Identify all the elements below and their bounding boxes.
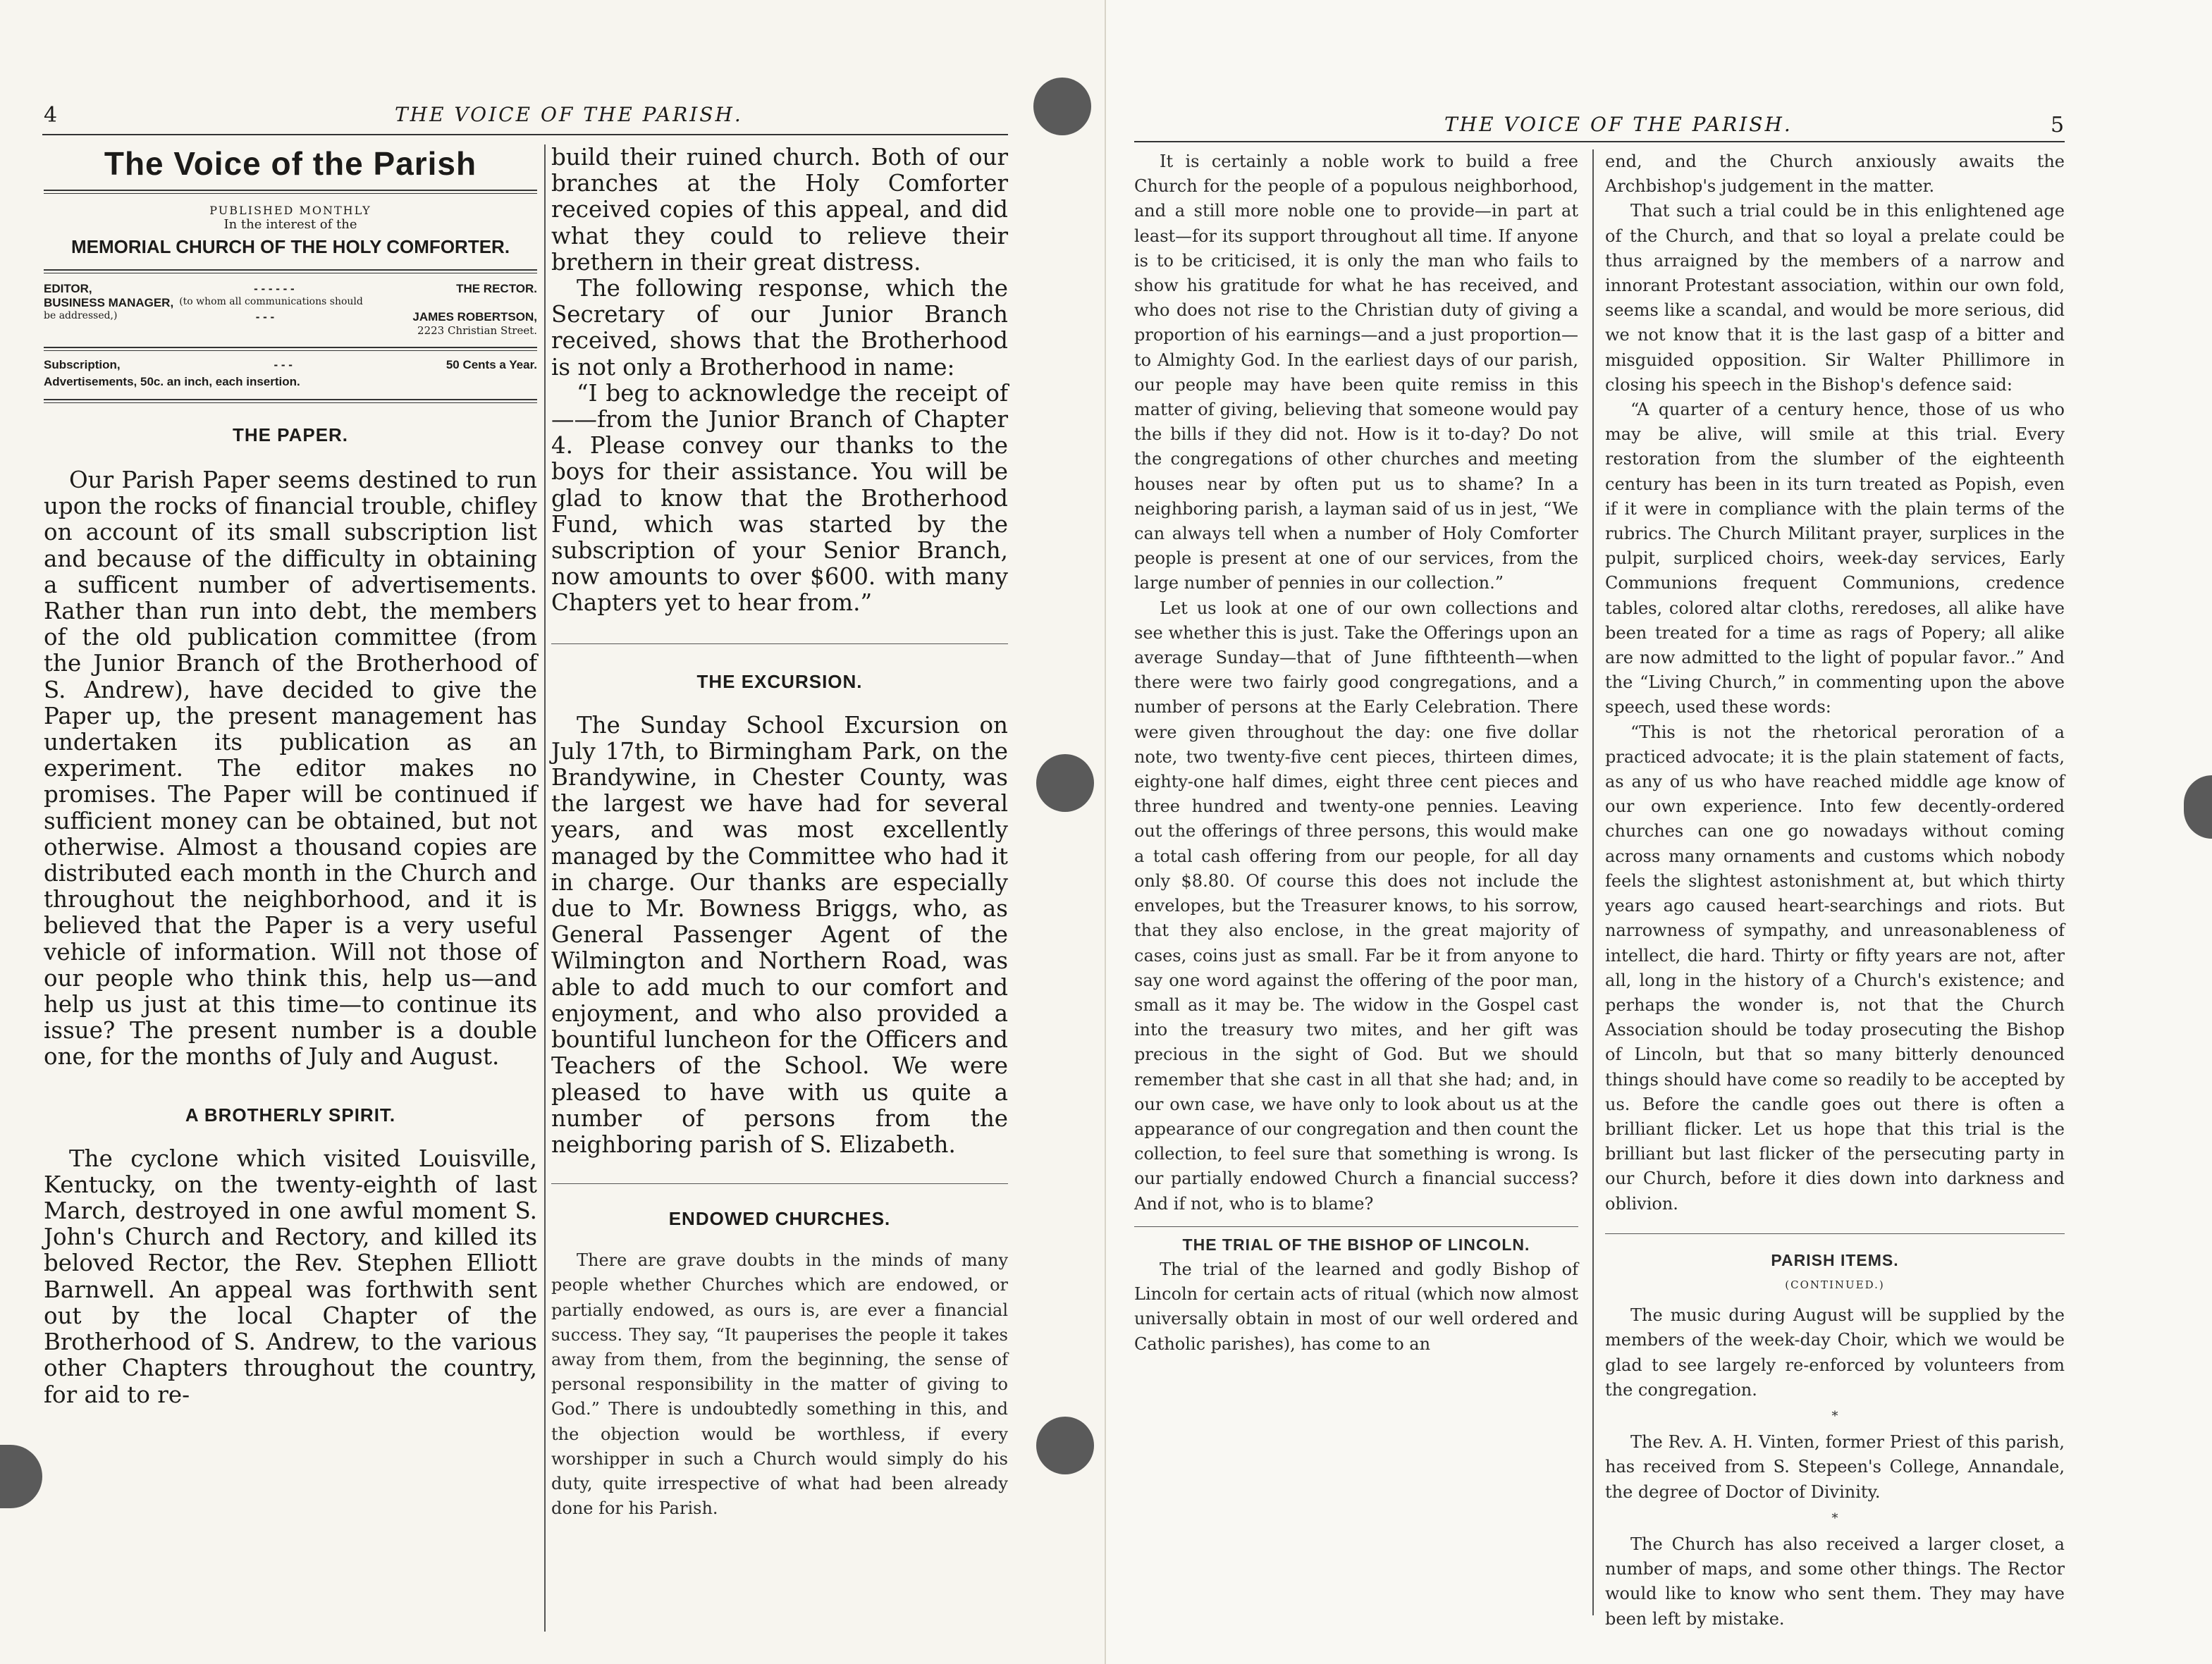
divider-parish-items: [1605, 1233, 2065, 1234]
article-excursion: [551, 713, 1008, 1158]
column-divider-right: [1592, 149, 1594, 1615]
endowed-continuation-p1: It is certainly a noble work to build a free Church for the people of a populous neighborhood, and a still more noble one to provide—in part at least—for its support throughout all time. If anyone is to be criticised, it is only the man who fails to show his gratitude for what he has received, and who does not rise to the Christian duty of giving a proportion of his earnings—and a just proportion—to Almighty God. In the earliest days of our parish, our people may have been quite remiss in this matter of giving, believing that someone would pay the bills if they did not. How is it to-day? Do not the congregations of other churches and meeting houses near by often put us to shame? In a neighboring parish, a layman said of us in jest, “We can always tell when a number of Holy Comforter people is present at one of our services, from the large number of pennies in our collection.”: [1134, 152, 1578, 593]
editor-label: EDITOR,: [44, 282, 92, 295]
parish-item-vinten: The Rev. A. H. Vinten, former Priest of this parish, has received from S. Stepeen's College, Annandale, the degree of Doctor of Divinity.: [1605, 1432, 2065, 1502]
right-column-2: [1605, 149, 2065, 1632]
right-page: [1106, 0, 2212, 1664]
top-rule-right: [1134, 141, 2065, 142]
heading-parish-items: PARISH ITEMS.: [1771, 1250, 1899, 1269]
punch-hole-bottom-left-page: [1036, 1417, 1094, 1474]
item-separator-1: *: [1831, 1408, 1838, 1424]
endowed-continuation-p2: Let us look at one of our own collections and see whether this is just. Take the Offerings upon an average Sunday—that of June fifthteenth—when there were two fairly good congregations, and a number of persons at the Early Celebration. There were given throughout the day: one five dollar note, two twenty-five cent pieces, thirteen dimes, eighty-one half dimes, eight three cent pieces and three hundred and twenty-one pennies. Leaving out the offerings of three persons, this would make a total cash offering from our people, for all day only $8.80. Of course this does not include the envelopes, but the Treasurer knows, to his sorrow, that they also enclose, in the great majority of cases, coins just as small. Far be it from anyone to say one word against the offering of the poor man, small as it may be. The widow in the Gospel cast into the treasury two mites, and her gift was precious in the sight of God. But we should remember that she cast in all that she had; and, in our own case, we have only to look about us at the appearance of our congregation and then count the collection, to feel sure that something is wrong. Is our partially endowed Church a financial success? And if not, who is to blame?: [1134, 598, 1578, 1214]
article-brotherly-spirit-text: The cyclone which visited Louisville, Kentucky, on the twenty-eighth of last March, destroyed in one awful moment S. John's Church and Rectory, and killed its beloved Rector, the Rev. Stephen Elliott Barnwell. An appeal was forthwith sent out by the local Chapter of the Brotherhood of S. Andrew, to the various other Chapters throughout the country, for aid to re-: [44, 1145, 537, 1408]
page-number-left: 4: [44, 103, 58, 128]
masthead-subscription-row: [44, 358, 537, 372]
heading-excursion: THE EXCURSION.: [696, 670, 863, 692]
masthead-rule-4: [44, 399, 537, 403]
lincoln-continuation-p4: “This is not the rhetorical peroration of a practiced advocate; it is the plain statement of facts, as any of us who have reached middle age know of our own experience. Into few decently-ordered churches can one go nowadays without coming across many ornaments and customs which nobody feels the slightest astonishment at, but which thirty years ago caused heart-searchings and riots. But narrowness of sympathy, and unreasonableness of intellect, die hard. Thirty or fifty years are not, after all, long in the history of a Church's existence; and perhaps the wonder is, not that the Church Association should be today prosecuting the Bishop of Lincoln, but that so many bitterly denounced things should have come so readily to be accepted by us. Before the candle goes out there is often a brilliant flicker. Let us hope that this trial is the brilliant but last flicker of the persecuting party in our Church, before it dies down into darkness and oblivion.: [1605, 722, 2065, 1214]
editor-value: THE RECTOR.: [456, 282, 537, 295]
heading-trial-bishop-lincoln: THE TRIAL OF THE BISHOP OF LINCOLN.: [1182, 1235, 1530, 1254]
divider-lincoln: [1134, 1226, 1578, 1227]
punch-hole-middle-left-page: [1036, 754, 1094, 812]
article-trial-bishop-lincoln-text: The trial of the learned and godly Bishop of Lincoln for certain acts of ritual (which now almost universally obtain in most of our well ordered and Catholic parishes), has come to an: [1134, 1259, 1578, 1354]
page-number-right: 5: [2051, 113, 2065, 137]
right-column-1: [1134, 149, 1578, 1357]
brotherly-quote-text: “I beg to acknowledge the receipt of——from the Junior Branch of Chapter 4. Please convey our thanks to the boys for their assistance. You will be glad to know that the Brotherhood Fund, which was started by the subscription of your Senior Branch, now amounts to over $600. with many Chapters yet to hear from.”: [551, 379, 1008, 617]
item-separator-2: *: [1831, 1510, 1838, 1526]
lincoln-continuation-p2: That such a trial could be in this enlightened age of the Church, and that so loyal a prelate could be thus arraigned by the members of a narrow and innorant Protestant association, within our own fold, seems like a scandal, and would be more serious, did we not know that it is the last gasp of a bitter and misguided opposition. Sir Walter Phillimore in closing his speech in the Bishop's defence said:: [1605, 201, 2065, 395]
masthead-rule-2: [44, 269, 537, 273]
parish-items-continued: (CONTINUED.): [1785, 1278, 1885, 1291]
masthead-rule: [44, 190, 537, 194]
running-head-left: THE VOICE OF THE PARISH.: [395, 103, 743, 126]
subscription-value: 50 Cents a Year.: [446, 358, 537, 371]
punch-hole-top-left-page: [1033, 78, 1091, 135]
punch-hole-edge-right: [2184, 775, 2212, 839]
brotherly-continuation-text: build their ruined church. Both of our branches at the Holy Comforter received copies of this appeal, and did what they could to relieve their brethern in their great distress.: [551, 144, 1008, 276]
masthead-editor-row: [44, 282, 537, 296]
divider-excursion: [551, 643, 1008, 644]
article-brotherly-spirit: [44, 1146, 537, 1408]
subscription-dashes: - - -: [274, 358, 293, 371]
article-endowed-churches-text: There are grave doubts in the minds of many people whether Churches which are endowed, or partially endowed, as ours is, are ever a financial success. They say, “It pauperises the people it takes away from them, from the beginning, the sense of personal responsibility in the matter of giving to God.” There is undoubtedly something in this, and the objection would be worthless, if every worshipper in such a Church would simply do his duty, quite irrespective of what had been already done for his Parish.: [551, 1250, 1008, 1519]
heading-the-paper: THE PAPER.: [232, 424, 349, 445]
business-label: BUSINESS MANAGER,: [44, 296, 174, 309]
brotherly-continuation: [551, 144, 1008, 617]
article-endowed-churches: [551, 1248, 1008, 1521]
brotherly-response-text: The following response, which the Secretary of our Junior Branch received, shows that the Brotherhood is not only a Brotherhood in name:: [551, 275, 1008, 381]
masthead-interest: In the interest of the: [223, 217, 357, 232]
left-column-2: [551, 144, 1008, 1521]
heading-endowed-churches: ENDOWED CHURCHES.: [668, 1208, 891, 1230]
editor-dashes: - - - - - -: [254, 282, 295, 295]
business-address: 2223 Christian Street.: [417, 324, 537, 337]
masthead-church: MEMORIAL CHURCH OF THE HOLY COMFORTER.: [70, 236, 510, 257]
lincoln-continuation-p3: “A quarter of a century hence, those of us who may be alive, will smile at this trial. Every restoration from the slumber of the eighteenth century has been in its turn treated as Popish, even if it were in compliance with the plain terms of the rubrics. The Church Militant prayer, surplices in the pulpit, surpliced choirs, week-day services, Early Communions frequent Communions, credence tables, colored altar cloths, reredoses, all alike have been treated for a time as rags of Popery; all alike are now admitted to the light of popular favor..” And the “Living Church,” in commenting upon the above speech, used these words:: [1605, 400, 2065, 717]
punch-hole-edge-left: [0, 1445, 42, 1508]
business-note-2: be addressed,): [44, 310, 118, 321]
article-excursion-text: The Sunday School Excursion on July 17th, to Birmingham Park, on the Brandywine, in Chester County, was the largest we have had for several years, and was most excellently managed by the Committee who had it in charge. Our thanks are especially due to Mr. Bowness Briggs, who, as General Passenger Agent of the Wilmington and Northern Road, was able to add much to our comfort and enjoyment, and who also provided a bountiful luncheon for the Officers and Teachers of the School. We were pleased to have with us quite a number of persons from the neighboring parish of S. Elizabeth.: [551, 711, 1008, 1158]
masthead-published: PUBLISHED MONTHLY: [209, 204, 371, 217]
business-value: JAMES ROBERTSON,: [412, 310, 537, 323]
heading-brotherly-spirit: A BROTHERLY SPIRIT.: [185, 1104, 396, 1126]
article-the-paper-text: Our Parish Paper seems destined to run upon the rocks of financial trouble, chifley on account of its small subscription list and because of the difficulty in obtaining a sufficent number of advertisements. Rather than run into debt, the members of the old publication committee (from the Junior Branch of the Brotherhood of S. Andrew), have decided to give the Paper up, the present management has undertaken its publication as an experiment. The editor makes no promises. The Paper will be continued if sufficient money can be obtained, but not otherwise. Almost a thousand copies are distributed each month in the Church and throughout the neighborhood, and it is believed that the Paper is a very useful vehicle of information. Will not those of our people who think this, help us—and help us just at this time—to continue its issue? The present number is a double one, for the months of July and August.: [44, 467, 537, 1071]
article-the-paper: [44, 467, 537, 1071]
masthead-title: The Voice of the Parish: [104, 145, 477, 182]
top-rule-left: [42, 134, 1008, 135]
parish-item-closet: The Church has also received a larger closet, a number of maps, and some other things. The Rector would like to know who sent them. They may have been left by mistake.: [1605, 1534, 2065, 1629]
business-note: (to whom all communications should: [179, 296, 363, 307]
running-head-right: THE VOICE OF THE PARISH.: [1444, 113, 1793, 136]
divider-endowed: [551, 1183, 1008, 1184]
masthead-rule-3: [44, 347, 537, 351]
masthead-business-row: [44, 296, 537, 310]
masthead-business-row-2: [44, 310, 537, 324]
business-dashes: - - -: [255, 310, 275, 323]
lincoln-continuation-p1: end, and the Church anxiously awaits the Archbishop's judgement in the matter.: [1605, 152, 2065, 197]
parish-item-music: The music during August will be supplied by the members of the week-day Choir, which we would be glad to see largely re-enforced by volunteers from the congregation.: [1605, 1305, 2065, 1400]
subscription-label: Subscription,: [44, 358, 121, 371]
column-divider-left: [544, 144, 546, 1632]
masthead-advertisements: Advertisements, 50c. an inch, each insertion.: [44, 375, 300, 388]
left-column-1: [44, 144, 537, 1408]
